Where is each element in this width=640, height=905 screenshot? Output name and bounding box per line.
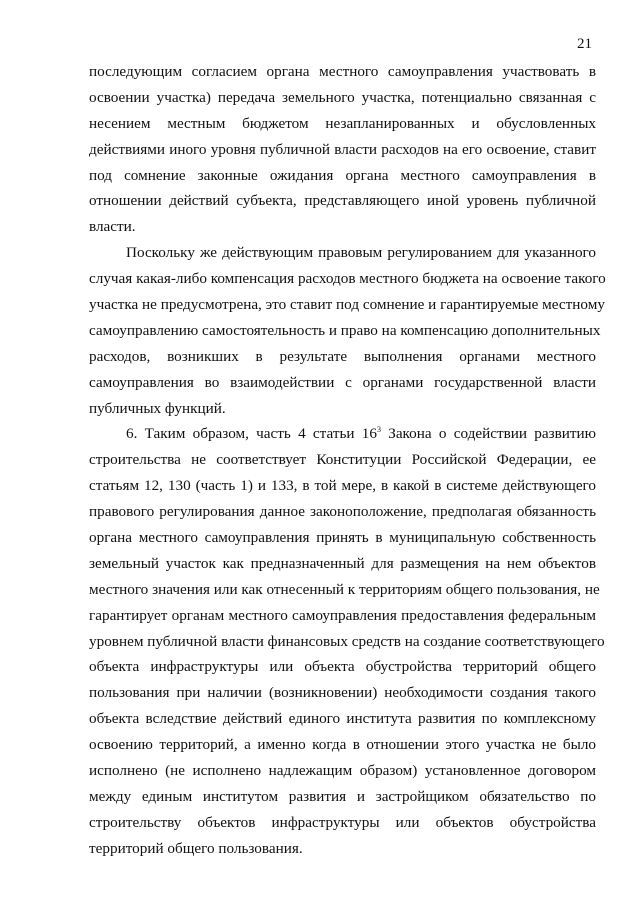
text-line: участка не предусмотрена, это ставит под сомнение и гарантируемые местному xyxy=(89,296,605,314)
text-line: Поскольку же действующим правовым регулированием для указанного xyxy=(126,244,596,262)
text-line: самоуправления во взаимодействии с органами государственной власти xyxy=(89,373,596,391)
text-line: публичных функций. xyxy=(89,399,226,417)
text-line: местного значения или как отнесенный к территориям общего пользования, не xyxy=(89,580,600,598)
text-line: земельный участок как предназначенный для размещения на нем объектов xyxy=(89,554,596,572)
text-line: случая какая-либо компенсация расходов местного бюджета на освоение такого xyxy=(89,270,606,288)
text-line: отношении действий субъекта, представляющего иной уровень публичной xyxy=(89,192,596,210)
text-line: исполнено (не исполнено надлежащим образом) установленное договором xyxy=(89,762,596,780)
text-line: самоуправлению самостоятельность и право на компенсацию дополнительных xyxy=(89,321,601,339)
text-line: несением местным бюджетом незапланированных и обусловленных xyxy=(89,114,596,132)
document-body xyxy=(89,59,606,862)
text-line: власти. xyxy=(89,218,136,236)
text-line: строительства не соответствует Конституции Российской Федерации, ее xyxy=(89,451,596,469)
text-line: объекта инфраструктуры или объекта обустройства территорий общего xyxy=(89,658,596,676)
paragraph-compensation xyxy=(89,240,606,421)
text-line xyxy=(89,421,596,447)
text-line: статьям 12, 130 (часть 1) и 133, в той мере, в какой в системе действующего xyxy=(89,477,596,495)
text-line: действиями иного уровня публичной власти расходов на его освоение, ставит xyxy=(89,140,596,158)
text-line: органа местного самоуправления принять в муниципальную собственность xyxy=(89,529,596,547)
text-line: расходов, возникших в результате выполнения органами местного xyxy=(89,347,596,365)
paragraph-conclusion xyxy=(89,421,605,861)
text-line: пользования при наличии (возникновении) необходимости создания такого xyxy=(89,684,596,702)
text-line: строительству объектов инфраструктуры или объектов обустройства xyxy=(89,813,596,831)
text-line: последующим согласием органа местного самоуправления участвовать в xyxy=(89,63,596,80)
text-line: территорий общего пользования. xyxy=(89,839,303,857)
paragraph-continuation xyxy=(89,59,596,240)
text-line: между единым институтом развития и застройщиком обязательство по xyxy=(89,787,596,805)
text-line: гарантирует органам местного самоуправления предоставления федеральным xyxy=(89,606,596,624)
text-line: освоении участка) передача земельного участка, потенциально связанная с xyxy=(89,88,596,106)
text-line: правового регулирования данное законоположение, предполагая обязанность xyxy=(89,503,596,521)
text-line: под сомнение законные ожидания органа местного самоуправления в xyxy=(89,166,596,184)
text-line: уровнем публичной власти финансовых средств на создание соответствующего xyxy=(89,632,605,650)
text-line: освоению территорий, а именно когда в отношении этого участка не было xyxy=(89,736,596,754)
text-fragment: 6. Таким образом, часть 4 статьи 16 xyxy=(126,425,377,443)
superscript: 3 xyxy=(376,425,381,435)
text-line: объекта вследствие действий единого института развития по комплексному xyxy=(89,710,596,728)
text-fragment: Закона о содействии развитию xyxy=(380,425,596,443)
page-number: 21 xyxy=(577,36,592,52)
